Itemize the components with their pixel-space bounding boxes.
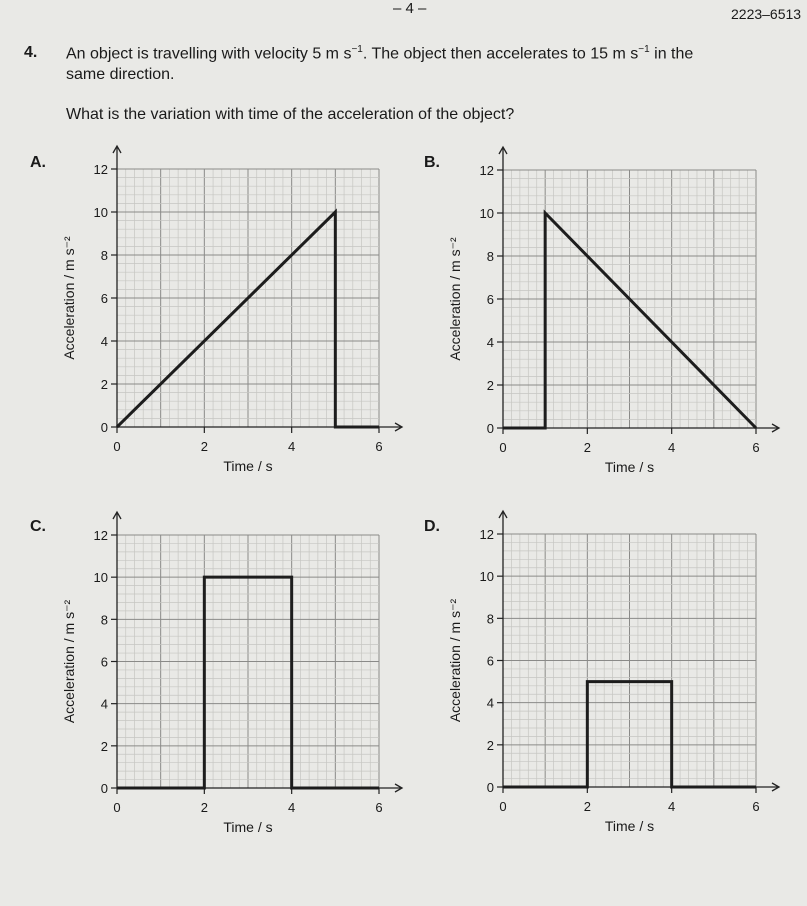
paper-code: 2223–6513 (731, 6, 802, 22)
graph-c (61, 512, 402, 835)
y-tick-label: 10 (479, 569, 494, 585)
x-axis-title: Time / s (604, 818, 655, 834)
x-axis-title: Time / s (604, 459, 655, 475)
question-number: 4. (24, 44, 38, 61)
x-axis-title: Time / s (223, 819, 273, 835)
y-tick-label: 2 (100, 377, 108, 392)
x-tick-label: 2 (583, 799, 591, 814)
y-tick-label: 10 (93, 570, 108, 586)
graph-a (61, 146, 402, 474)
y-axis-title: Acceleration / m s⁻² (447, 598, 463, 723)
x-tick-label: 6 (752, 440, 760, 455)
graph-b (447, 147, 779, 475)
y-tick-label: 6 (100, 291, 108, 306)
y-tick-label: 4 (486, 335, 494, 350)
x-axis-title: Time / s (223, 458, 273, 474)
question-stem-line-2: same direction. (66, 66, 175, 83)
y-tick-label: 8 (100, 612, 108, 628)
x-tick-label: 4 (288, 800, 296, 815)
y-tick-label: 10 (479, 206, 494, 221)
y-tick-label: 2 (100, 738, 108, 754)
graph-d (447, 511, 779, 834)
y-tick-label: 12 (93, 162, 108, 177)
y-tick-label: 8 (100, 248, 108, 263)
x-tick-label: 0 (499, 799, 507, 814)
x-tick-label: 0 (499, 440, 507, 455)
y-tick-label: 10 (93, 205, 108, 220)
x-tick-label: 2 (200, 439, 208, 454)
question-stem-line-1: An object is travelling with velocity 5 m $s^{-1}$. The object then accelerates to 15 m $s^{-1}$ in the (66, 44, 694, 63)
y-tick-label: 12 (479, 527, 494, 542)
y-axis-title: Acceleration / m s⁻² (447, 237, 463, 361)
question-prompt: What is the variation with time of the acceleration of the object? (66, 106, 515, 123)
y-tick-label: 6 (486, 292, 494, 307)
option-a-label: A. (30, 154, 46, 171)
y-tick-label: 2 (486, 737, 494, 753)
y-axis-title: Acceleration / m s⁻² (61, 599, 77, 724)
y-tick-label: 6 (100, 654, 108, 670)
y-tick-label: 8 (486, 249, 494, 264)
page-number: – 4 – (393, 0, 427, 17)
x-tick-label: 0 (113, 800, 121, 815)
x-tick-label: 2 (200, 800, 208, 815)
y-tick-label: 8 (486, 611, 494, 627)
y-tick-label: 12 (479, 163, 494, 178)
y-tick-label: 2 (486, 378, 494, 393)
y-tick-label: 0 (100, 420, 108, 435)
y-tick-label: 0 (486, 421, 494, 436)
x-tick-label: 4 (668, 440, 676, 455)
x-tick-label: 0 (113, 439, 121, 454)
y-tick-label: 4 (100, 696, 108, 712)
option-d-label: D. (424, 518, 440, 535)
y-tick-label: 4 (100, 334, 108, 349)
x-tick-label: 4 (668, 799, 676, 814)
x-tick-label: 6 (375, 439, 383, 454)
option-b-label: B. (424, 154, 440, 171)
y-tick-label: 0 (486, 780, 494, 795)
x-tick-label: 2 (583, 440, 591, 455)
x-tick-label: 6 (375, 800, 383, 815)
y-tick-label: 6 (486, 653, 494, 669)
y-axis-title: Acceleration / m s⁻² (61, 236, 77, 360)
x-tick-label: 6 (752, 799, 760, 814)
y-tick-label: 0 (100, 781, 108, 796)
x-tick-label: 4 (288, 439, 296, 454)
y-tick-label: 12 (93, 528, 108, 543)
y-tick-label: 4 (486, 695, 494, 711)
option-c-label: C. (30, 518, 46, 535)
